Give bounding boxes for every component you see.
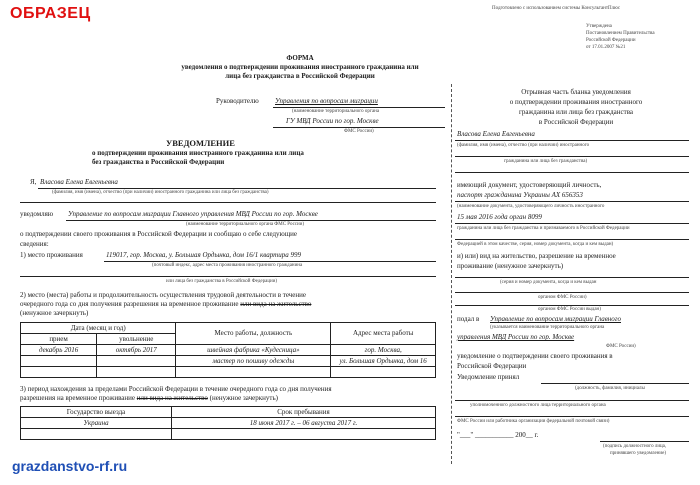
notify-label: уведомляю	[20, 210, 54, 218]
right-title-4: в Российской Федерации	[538, 118, 614, 126]
right-caption-sign: (подпись должностного лица,	[603, 444, 667, 449]
caption-fms-full: (наименование территориального органа ФМС России)	[186, 222, 305, 227]
item1-value: 119017, гор. Москва, у. Большая Ордынка, дом 16/1 квартира 999	[106, 251, 301, 259]
form-title-2: уведомления о подтверждении проживания иностранного гражданина или	[181, 63, 419, 71]
confirm-text-2: сведения:	[20, 240, 49, 248]
consultant-note: Подготовлено с использованием системы КонсультантПлюс	[492, 6, 621, 11]
notice-sub-2: без гражданства в Российской Федерации	[92, 158, 225, 166]
i-label: Я,	[30, 178, 37, 186]
right-caption-doc-3: Федерацией в этом качестве, серия, номер документа, когда и кем выдан)	[457, 242, 614, 247]
right-caption-permit: (серия и номер документа, когда и кем выдан	[500, 280, 597, 285]
caption-or: или лица без гражданства в Российской Федерации)	[166, 279, 278, 284]
item2-text-1: 2) место (места) работы и продолжительность осуществления трудовой деятельности в течение	[20, 291, 306, 299]
right-title-3: гражданина или лица без гражданства	[518, 108, 634, 116]
work-header-place: Место работы, должность	[176, 323, 331, 345]
table-row	[21, 367, 436, 378]
work-header-date: Дата (месяц и год)	[21, 323, 176, 334]
stay-header-country: Государство выезда	[21, 407, 172, 418]
approval-2: Постановлением Правительства	[586, 31, 655, 36]
confirm-text-1: о подтверждении своего проживания в Российской Федерации и сообщаю о себе следующие	[20, 230, 297, 238]
right-doc-text: имеющий документ, удостоверяющий личность,	[457, 181, 602, 189]
to-value-1: Управления по вопросам миграции	[275, 97, 378, 105]
approval-4: от 17.01.2007 №21	[586, 45, 626, 50]
right-notice-text-1: уведомление о подтверждении своего проживания в	[457, 352, 613, 360]
right-date-line: "___" ___________ 200__ г.	[457, 431, 539, 439]
right-submit-value-2: управления МВД России по гор. Москве	[457, 333, 575, 341]
right-notice-text-2: Российской Федерации	[457, 362, 527, 370]
item3-text-1: 3) период нахождения за пределами Российской Федерации в течение очередного года со дня получения	[20, 385, 332, 393]
caption-name: (фамилия, имя (имена), отчество (при наличии) иностранного гражданина или лица без гражданства)	[52, 190, 269, 195]
table-row: декабрь 2016 октябрь 2017 швейная фабрика «Кудесница» гор. Москва,	[21, 345, 436, 356]
item3-text-2: разрешения на временное проживание или вида на жительство (ненужное зачеркнуть)	[20, 394, 278, 402]
right-caption-accepted-3: ФМС России или работника организации федеральной почтовой связи)	[457, 419, 610, 424]
i-value: Власова Елена Евгеньевна	[40, 178, 118, 186]
right-permit-text-1: и) или) вид на жительство, разрешение на временное	[457, 252, 616, 260]
right-title-2: о подтверждении проживания иностранного	[509, 98, 643, 106]
form-title-3: лица без гражданства в Российской Федерации	[225, 72, 375, 80]
stay-header-period: Срок пребывания	[172, 407, 436, 418]
approval-3: Российской Федерации	[586, 38, 636, 43]
work-subheader-dismiss: увольнение	[97, 334, 176, 345]
site-watermark: grazdanstvo-rf.ru	[12, 458, 128, 474]
right-caption-permit-2: органом ФМС России)	[538, 295, 587, 300]
stay-table	[20, 406, 436, 440]
right-doc-issued: 15 мая 2016 года орган 8099	[457, 213, 542, 221]
caption-territorial: (наименование территориального органа	[292, 109, 380, 114]
to-value-2: ГУ МВД России по гор. Москве	[286, 117, 379, 125]
notify-value: Управление по вопросам миграции Главного управления МВД России по гор. Москве	[68, 210, 318, 218]
work-table	[20, 322, 436, 378]
to-label: Руководителю	[216, 97, 259, 105]
right-caption-doc: (наименование документа, удостоверяющего личность иностранного	[457, 204, 605, 209]
caption-address: (почтовый индекс, адрес места проживания иностранного гражданина	[152, 263, 303, 268]
approval-1: Утверждена	[586, 24, 612, 29]
right-caption-doc-2: гражданина или лица без гражданства и признаваемого в Российской Федерации	[457, 226, 630, 231]
right-name-value: Власова Елена Евгеньевна	[457, 130, 535, 138]
form-title-1: ФОРМА	[286, 54, 314, 62]
right-caption-name: (фамилия, имя (имена), отчество (при наличии) иностранного	[457, 143, 590, 148]
work-subheader-hire: прием	[21, 334, 97, 345]
right-title-1: Отрывная часть бланка уведомления	[521, 88, 631, 96]
notice-sub-1: о подтверждении проживания иностранного гражданина или лица	[92, 149, 304, 157]
table-row	[21, 429, 436, 440]
right-caption-accepted: (должность, фамилия, инициалы	[575, 386, 645, 391]
item1-label: 1) место проживания	[20, 251, 83, 259]
right-caption-accepted-2: уполномоченного должностного лица территориального органа	[470, 403, 606, 408]
sample-label: ОБРАЗЕЦ	[10, 5, 91, 22]
tear-off-divider	[451, 84, 452, 464]
table-row: Украина 18 июня 2017 г. – 06 августа 2017 г.	[21, 418, 436, 429]
right-caption-sign-2: принявшего уведомление)	[610, 451, 666, 456]
table-row: мастер по пошиву одежды ул. Большая Ордынка, дом 16	[21, 356, 436, 367]
right-caption-submit: (указывается наименование территориального органа	[490, 325, 605, 330]
item2-text-2: очередного года со дня получения разрешения на временное проживание или вида на жительство	[20, 300, 312, 308]
right-doc-value: паспорт гражданина Украины АХ 656353	[457, 191, 583, 199]
right-permit-text-2: проживание (ненужное зачеркнуть)	[457, 262, 564, 270]
right-caption-name-2: гражданина или лица без гражданства)	[504, 159, 588, 164]
right-caption-permit-3: органом ФМС России выдан)	[538, 307, 601, 312]
right-caption-submit-2: ФМС России)	[606, 344, 636, 349]
caption-fms: ФМС России)	[344, 129, 374, 134]
right-accepted: Уведомление принял	[457, 373, 520, 381]
item2-text-3: (ненужное зачеркнуть)	[20, 309, 89, 317]
work-header-address: Адрес места работы	[331, 323, 436, 345]
right-submit-label: подал в	[457, 315, 480, 323]
right-submit-value-1: Управление по вопросам миграции Главного	[490, 315, 621, 323]
notice-title: УВЕДОМЛЕНИЕ	[166, 138, 235, 148]
